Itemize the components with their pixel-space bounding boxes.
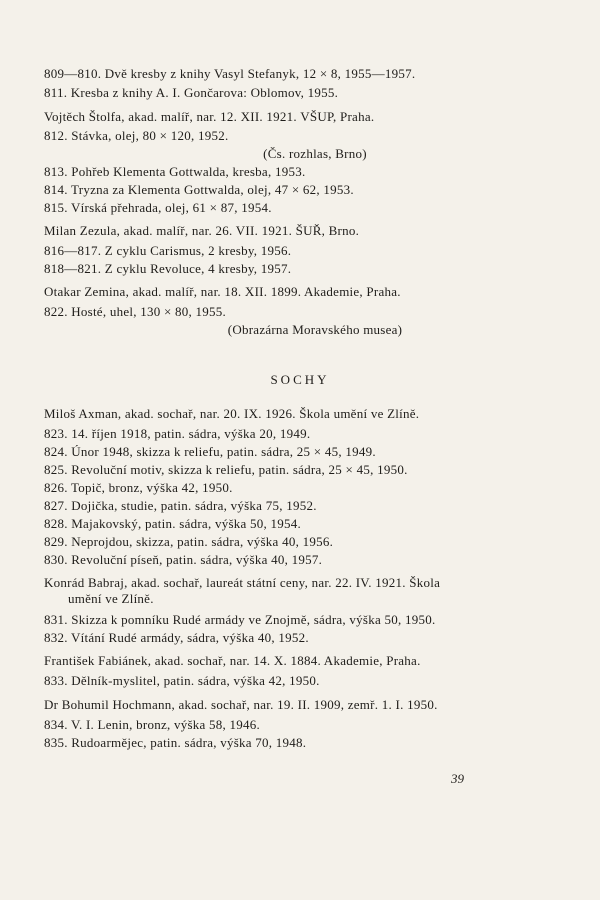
catalog-entry: 829. Neprojdou, skizza, patin. sádra, výška 40, 1956. xyxy=(44,534,334,549)
page-number: 39 xyxy=(451,771,464,786)
catalog-entry: 824. Únor 1948, skizza k reliefu, patin. sádra, 25 × 45, 1949. xyxy=(44,444,376,459)
catalog-entry: 835. Rudoarmějec, patin. sádra, výška 70, 1948. xyxy=(44,735,307,750)
catalog-entry: 825. Revoluční motiv, skizza k reliefu, patin. sádra, 25 × 45, 1950. xyxy=(44,462,408,477)
catalog-entry: 816—817. Z cyklu Carismus, 2 kresby, 1956. xyxy=(44,243,292,258)
catalog-entry: 813. Pohřeb Klementa Gottwalda, kresba, 1953. xyxy=(44,164,306,179)
catalog-entry: 826. Topič, bronz, výška 42, 1950. xyxy=(44,480,233,495)
artist-heading: Konrád Babraj, akad. sochař, laureát státní ceny, nar. 22. IV. 1921. Škola xyxy=(44,575,441,590)
catalog-entry: 827. Dojička, studie, patin. sádra, výška 75, 1952. xyxy=(44,498,317,513)
artist-heading: Dr Bohumil Hochmann, akad. sochař, nar. 19. II. 1909, zemř. 1. I. 1950. xyxy=(44,697,438,712)
artist-heading: Milan Zezula, akad. malíř, nar. 26. VII. 1921. ŠUŘ, Brno. xyxy=(44,223,360,238)
artist-heading: Vojtěch Štolfa, akad. malíř, nar. 12. XII. 1921. VŠUP, Praha. xyxy=(44,109,375,124)
catalog-entry: 814. Tryzna za Klementa Gottwalda, olej, 47 × 62, 1953. xyxy=(44,182,354,197)
artist-heading-continuation: umění ve Zlíně. xyxy=(68,591,154,606)
catalog-entry: 831. Skizza k pomníku Rudé armády ve Znojmě, sádra, výška 50, 1950. xyxy=(44,612,436,627)
catalog-entry: 811. Kresba z knihy A. I. Gončarova: Oblomov, 1955. xyxy=(44,85,339,100)
catalog-entry: 822. Hosté, uhel, 130 × 80, 1955. xyxy=(44,304,227,319)
section-heading: SOCHY xyxy=(270,372,330,387)
catalog-entry: 818—821. Z cyklu Revoluce, 4 kresby, 1957. xyxy=(44,261,292,276)
artist-heading: František Fabiánek, akad. sochař, nar. 14. X. 1884. Akademie, Praha. xyxy=(44,653,421,668)
catalog-entry: 823. 14. říjen 1918, patin. sádra, výška 20, 1949. xyxy=(44,426,311,441)
catalog-entry: 832. Vítání Rudé armády, sádra, výška 40, 1952. xyxy=(44,630,309,645)
catalog-entry: 815. Vírská přehrada, olej, 61 × 87, 1954. xyxy=(44,200,272,215)
collection-note: (Čs. rozhlas, Brno) xyxy=(263,146,367,161)
catalog-entry: 833. Dělník-myslitel, patin. sádra, výška 42, 1950. xyxy=(44,673,320,688)
catalog-entry: 828. Majakovský, patin. sádra, výška 50, 1954. xyxy=(44,516,302,531)
catalog-entry: 812. Stávka, olej, 80 × 120, 1952. xyxy=(44,128,229,143)
collection-note: (Obrazárna Moravského musea) xyxy=(227,322,403,337)
catalog-entry: 830. Revoluční píseň, patin. sádra, výška 40, 1957. xyxy=(44,552,323,567)
catalog-entry: 809—810. Dvě kresby z knihy Vasyl Stefanyk, 12 × 8, 1955—1957. xyxy=(44,66,416,81)
artist-heading: Otakar Zemina, akad. malíř, nar. 18. XII. 1899. Akademie, Praha. xyxy=(44,284,401,299)
catalog-entry: 834. V. I. Lenin, bronz, výška 58, 1946. xyxy=(44,717,261,732)
artist-heading: Miloš Axman, akad. sochař, nar. 20. IX. 1926. Škola umění ve Zlíně. xyxy=(44,406,420,421)
